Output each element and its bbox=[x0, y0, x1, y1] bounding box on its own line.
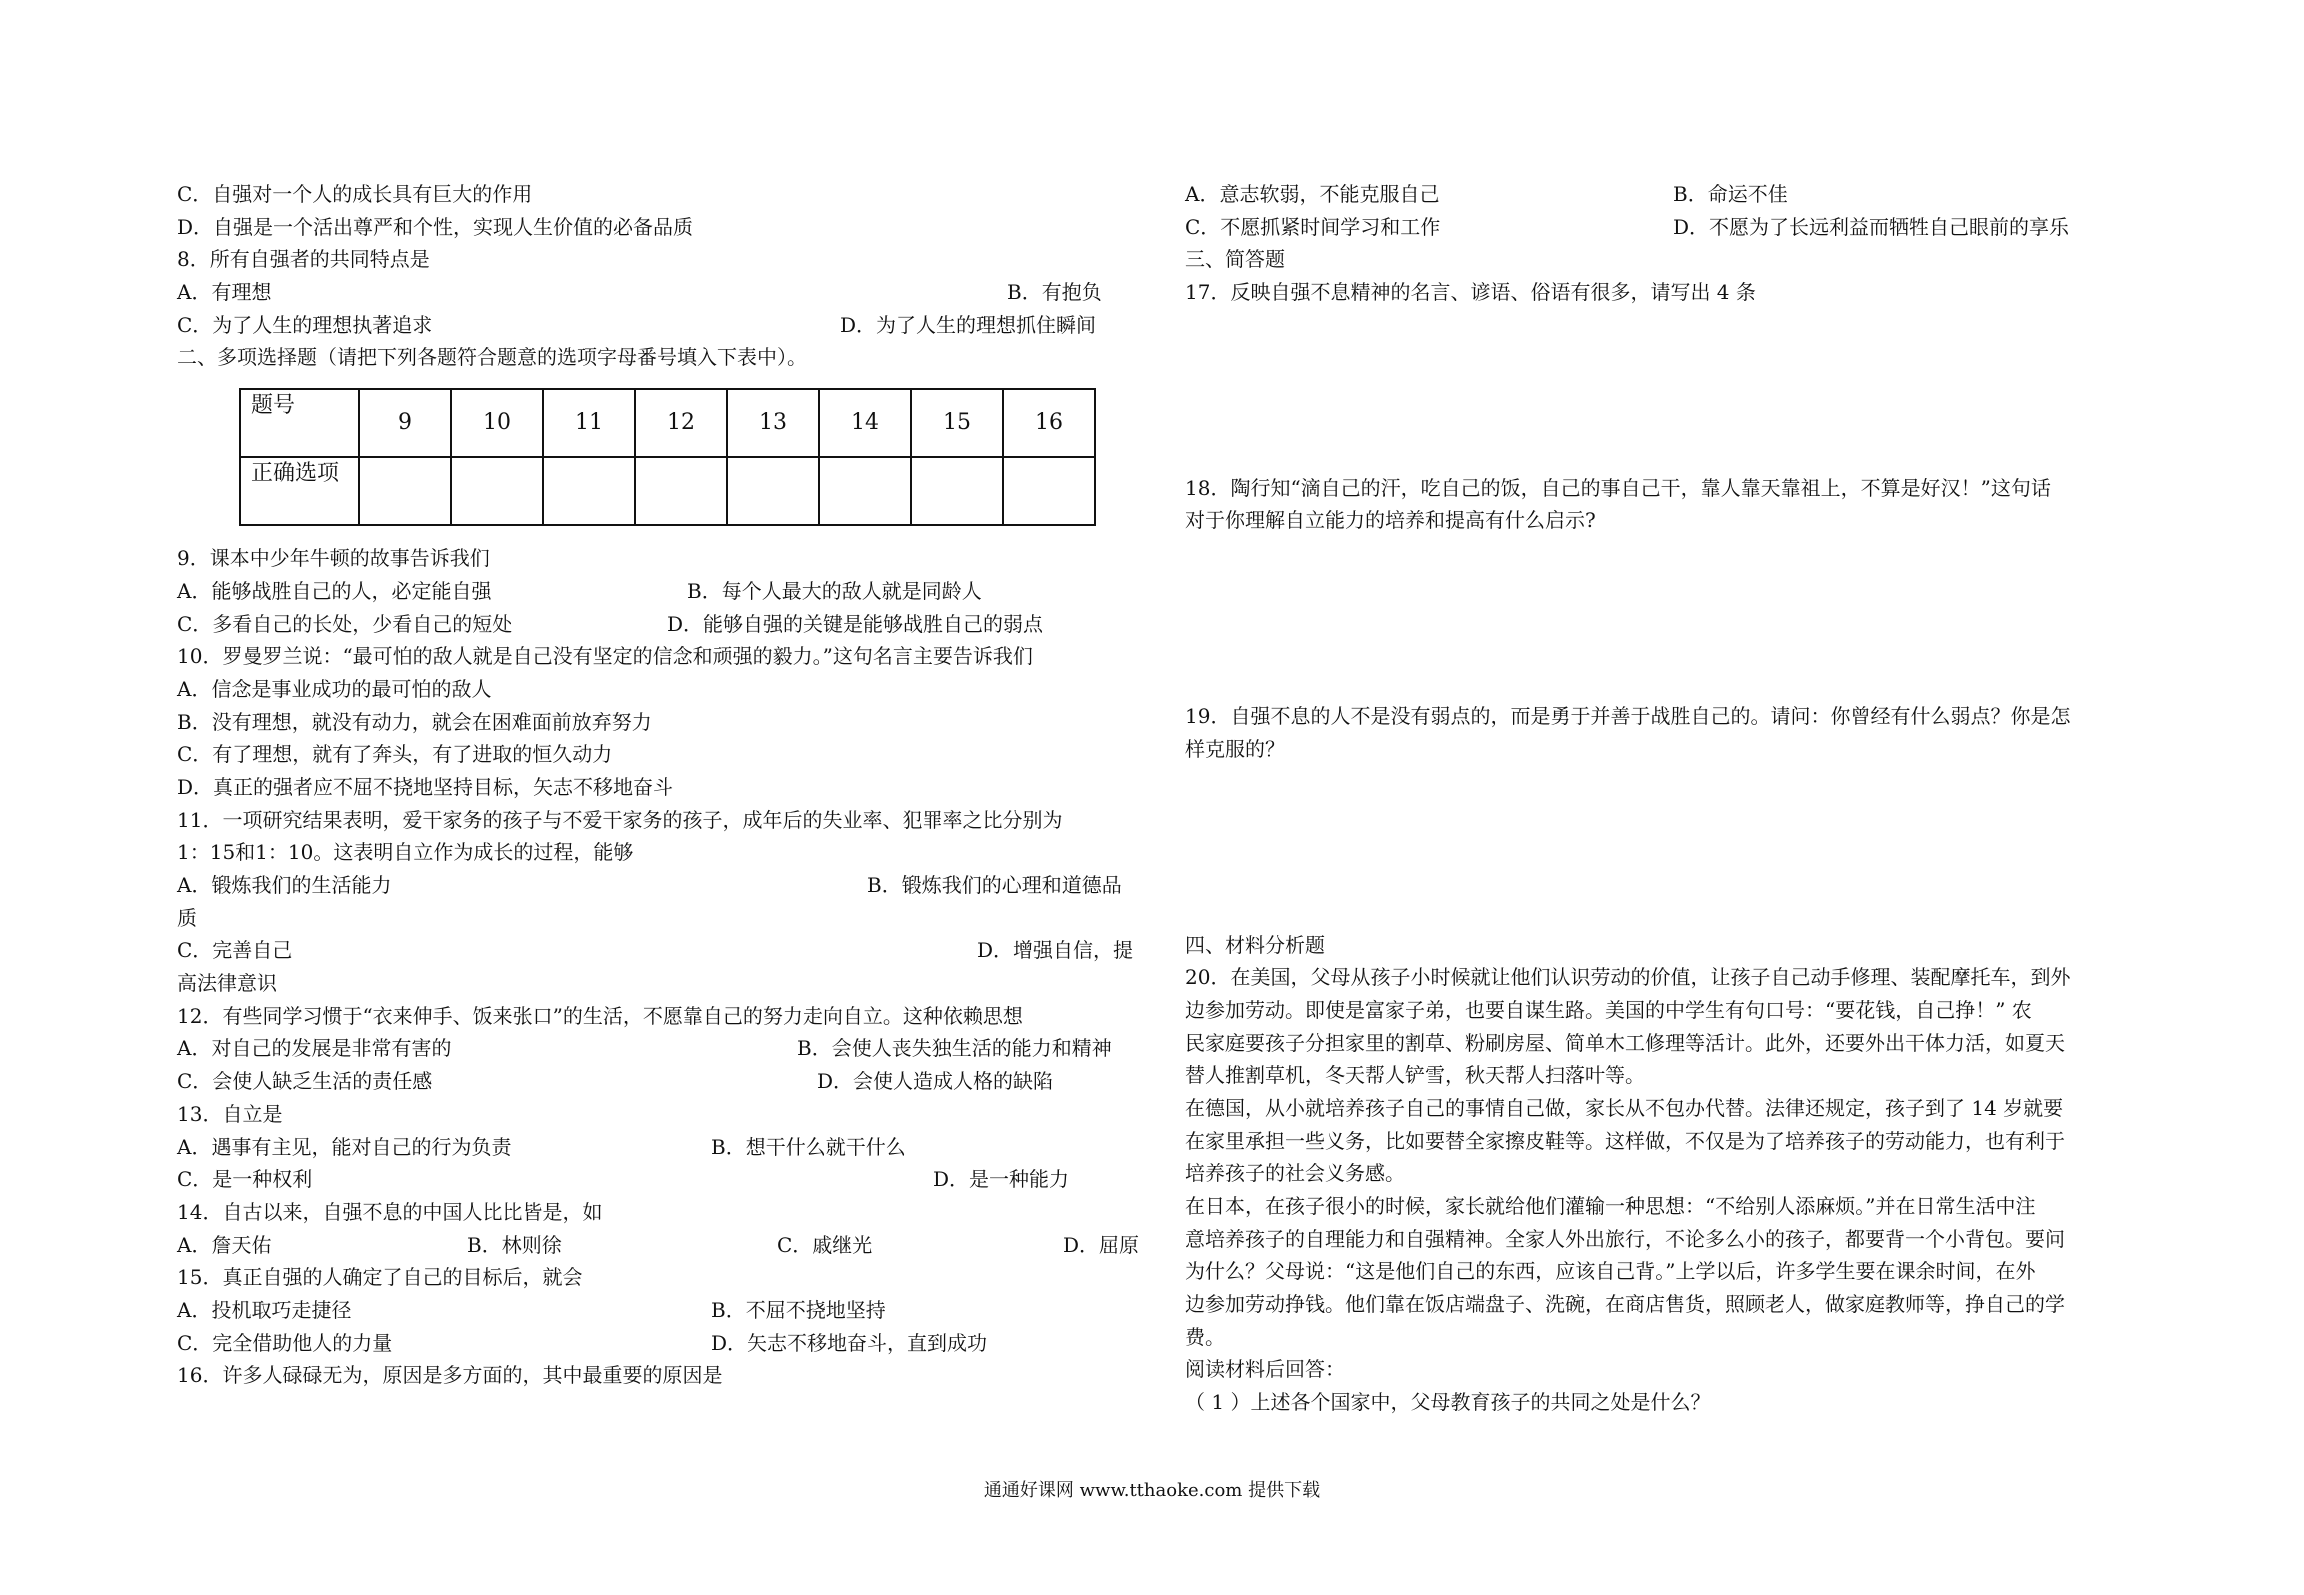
q11-option-c: C．完善自己 bbox=[177, 938, 293, 963]
answer-table bbox=[239, 388, 1096, 526]
q12-stem: 12．有些同学习惯于“衣来伸手、饭来张口”的生活，不愿靠自己的努力走向自立。这种依赖思想 bbox=[177, 1003, 1023, 1028]
q16-option-a: A．意志软弱，不能克服自己 bbox=[1185, 182, 1440, 206]
q8-option-a: A．有理想 bbox=[177, 280, 272, 305]
answer-table-num: 14 bbox=[819, 389, 911, 457]
q12-option-a: A．对自己的发展是非常有害的 bbox=[177, 1036, 452, 1061]
q11-option-d-wrap: 高法律意识 bbox=[177, 971, 277, 996]
q18-answer-space[interactable] bbox=[1185, 537, 2145, 700]
answer-table-num: 10 bbox=[451, 389, 543, 457]
answer-cell[interactable] bbox=[819, 457, 911, 525]
q9-option-b: B．每个人最大的敌人就是同龄人 bbox=[687, 578, 982, 603]
q9-options-cd bbox=[177, 608, 1137, 641]
answer-table-num: 16 bbox=[1003, 389, 1095, 457]
answer-table-num: 11 bbox=[543, 389, 635, 457]
q13-option-d: D．是一种能力 bbox=[933, 1167, 1070, 1192]
q12-option-c: C．会使人缺乏生活的责任感 bbox=[177, 1069, 433, 1094]
answer-table-head-number: 题号 bbox=[240, 389, 359, 457]
q9-stem: 9．课本中少年牛顿的故事告诉我们 bbox=[177, 546, 490, 571]
q12-option-d: D．会使人造成人格的缺陷 bbox=[817, 1069, 1054, 1094]
q20-line: 20．在美国，父母从孩子小时候就让他们认识劳动的价值，让孩子自己动手修理、装配摩托车，到外 bbox=[1185, 965, 2071, 990]
section-4-heading: 四、材料分析题 bbox=[1185, 932, 1325, 957]
answer-table-num: 13 bbox=[727, 389, 819, 457]
q11-option-b-wrap: 质 bbox=[177, 905, 197, 930]
q17-answer-space[interactable] bbox=[1185, 309, 2145, 472]
q8-option-b: B．有抱负 bbox=[1007, 280, 1102, 305]
q11-stem-line2: 1：15和1：10。这表明自立作为成长的过程，能够 bbox=[177, 840, 634, 865]
q10-option-d: D．真正的强者应不屈不挠地坚持目标，矢志不移地奋斗 bbox=[177, 774, 674, 799]
q14-option-c: C．戚继光 bbox=[777, 1232, 873, 1257]
q20-subquestion-1: （ 1 ）上述各个国家中，父母教育孩子的共同之处是什么？ bbox=[1185, 1390, 1711, 1415]
q16-option-b: B．命运不佳 bbox=[1673, 182, 1788, 206]
answer-cell[interactable] bbox=[635, 457, 727, 525]
right-column bbox=[1185, 178, 2145, 1419]
answer-cell[interactable] bbox=[451, 457, 543, 525]
answer-cell[interactable] bbox=[359, 457, 451, 525]
q11-options-ab bbox=[177, 869, 1137, 902]
q13-option-b: B．想干什么就干什么 bbox=[711, 1134, 906, 1159]
answer-table-num: 12 bbox=[635, 389, 727, 457]
q20-line: 民家庭要孩子分担家里的割草、粉刷房屋、简单木工修理等活计。此外，还要外出干体力活，如夏天 bbox=[1185, 1030, 2065, 1055]
q14-option-d: D．屈原 bbox=[1063, 1232, 1140, 1257]
q16-option-c: C．不愿抓紧时间学习和工作 bbox=[1185, 214, 1441, 239]
q20-line: 阅读材料后回答： bbox=[1185, 1357, 1345, 1382]
q8-options-ab bbox=[177, 276, 1137, 309]
answer-table-head-answer: 正确选项 bbox=[240, 457, 359, 525]
q9-option-a: A．能够战胜自己的人，必定能自强 bbox=[177, 578, 492, 603]
q20-material bbox=[1185, 961, 2145, 1419]
section-2-heading: 二、多项选择题（请把下列各题符合题意的选项字母番号填入下表中）。 bbox=[177, 345, 807, 370]
q15-stem: 15．真正自强的人确定了自己的目标后，就会 bbox=[177, 1265, 583, 1290]
q10-stem: 10．罗曼罗兰说：“最可怕的敌人就是自己没有坚定的信念和顽强的毅力。”这句名言主要告诉我们 bbox=[177, 644, 1033, 669]
q9-options-ab bbox=[177, 575, 1137, 608]
q14-options bbox=[177, 1229, 1140, 1262]
q7-option-d: D．自强是一个活出尊严和个性，实现人生价值的必备品质 bbox=[177, 214, 694, 239]
answer-cell[interactable] bbox=[543, 457, 635, 525]
q19-stem-line1: 19．自强不息的人不是没有弱点的，而是勇于并善于战胜自己的。请问：你曾经有什么弱点？你是怎 bbox=[1185, 704, 2071, 729]
q13-options-cd bbox=[177, 1163, 1137, 1196]
q18-stem-line2: 对于你理解自立能力的培养和提高有什么启示? bbox=[1185, 508, 1596, 533]
q20-line: 为什么？父母说：“这是他们自己的东西，应该自己背。”上学以后，许多学生要在课余时间，在外 bbox=[1185, 1259, 2036, 1284]
q11-stem-line1: 11．一项研究结果表明，爱干家务的孩子与不爱干家务的孩子，成年后的失业率、犯罪率之比分别为 bbox=[177, 807, 1063, 832]
q7-option-c: C．自强对一个人的成长具有巨大的作用 bbox=[177, 182, 533, 206]
answer-cell[interactable] bbox=[911, 457, 1003, 525]
q8-option-d: D．为了人生的理想抓住瞬间 bbox=[840, 312, 1097, 337]
answer-table-num: 15 bbox=[911, 389, 1003, 457]
q20-line: 费。 bbox=[1185, 1324, 1225, 1349]
q12-options-cd bbox=[177, 1065, 1137, 1098]
answer-cell[interactable] bbox=[1003, 457, 1095, 525]
q20-line: 在德国，从小就培养孩子自己的事情自己做，家长从不包办代替。法律还规定，孩子到了 14 岁就要 bbox=[1185, 1095, 2064, 1120]
q13-options-ab bbox=[177, 1131, 1137, 1164]
q12-options-ab bbox=[177, 1032, 1137, 1065]
q15-options-cd bbox=[177, 1327, 1137, 1360]
page-footer: 通通好课网 www.tthaoke.com 提供下载 bbox=[983, 1480, 1321, 1501]
q11-option-a: A．锻炼我们的生活能力 bbox=[177, 873, 392, 897]
q20-line: 替人推割草机，冬天帮人铲雪，秋天帮人扫落叶等。 bbox=[1185, 1063, 1645, 1088]
q20-line: 在日本，在孩子很小的时候，家长就给他们灌输一种思想：“不给别人添麻烦。”并在日常生活中注 bbox=[1185, 1194, 2036, 1218]
q15-option-b: B．不屈不挠地坚持 bbox=[711, 1297, 886, 1322]
q11-options-cd bbox=[177, 934, 1137, 967]
answer-table-header-row bbox=[240, 389, 1095, 457]
q14-option-a: A．詹天佑 bbox=[177, 1232, 272, 1257]
q8-options-cd bbox=[177, 309, 1137, 342]
answer-table-answer-row bbox=[240, 457, 1095, 525]
q13-option-c: C．是一种权利 bbox=[177, 1167, 313, 1192]
q9-option-d: D．能够自强的关键是能够战胜自己的弱点 bbox=[667, 611, 1044, 636]
q15-option-c: C．完全借助他人的力量 bbox=[177, 1330, 393, 1355]
q10-option-c: C．有了理想，就有了奔头，有了进取的恒久动力 bbox=[177, 742, 613, 767]
q14-stem: 14．自古以来，自强不息的中国人比比皆是，如 bbox=[177, 1199, 603, 1224]
q8-stem: 8．所有自强者的共同特点是 bbox=[177, 247, 430, 272]
q17-stem: 17．反映自强不息精神的名言、谚语、俗语有很多，请写出 4 条 bbox=[1185, 280, 1756, 305]
left-column bbox=[177, 178, 1140, 1392]
q16-options-ab bbox=[1185, 178, 2145, 211]
q15-option-d: D．矢志不移地奋斗，直到成功 bbox=[711, 1330, 988, 1355]
q20-line: 培养孩子的社会义务感。 bbox=[1185, 1161, 1405, 1186]
q11-option-d: D．增强自信，提 bbox=[977, 938, 1134, 963]
answer-table-num: 9 bbox=[359, 389, 451, 457]
q13-stem: 13．自立是 bbox=[177, 1101, 283, 1126]
q18-stem-line1: 18．陶行知“滴自己的汗，吃自己的饭，自己的事自己干，靠人靠天靠祖上，不算是好汉！”这句话 bbox=[1185, 475, 2051, 500]
q16-stem: 16．许多人碌碌无为，原因是多方面的，其中最重要的原因是 bbox=[177, 1363, 723, 1388]
q20-line: 在家里承担一些义务，比如要替全家擦皮鞋等。这样做，不仅是为了培养孩子的劳动能力，也有利于 bbox=[1185, 1128, 2065, 1153]
q15-options-ab bbox=[177, 1294, 1137, 1327]
q10-option-a: A．信念是事业成功的最可怕的敌人 bbox=[177, 676, 492, 701]
q9-option-c: C．多看自己的长处，少看自己的短处 bbox=[177, 611, 513, 636]
q11-option-b: B．锻炼我们的心理和道德品 bbox=[867, 873, 1122, 897]
q20-line: 边参加劳动。即使是富家子弟，也要自谋生路。美国的中学生有句口号：“要花钱，自己挣！” 农 bbox=[1185, 997, 2032, 1022]
q20-line: 边参加劳动挣钱。他们靠在饭店端盘子、洗碗，在商店售货，照顾老人，做家庭教师等，挣自己的学 bbox=[1185, 1292, 2065, 1317]
q16-options-cd bbox=[1185, 211, 2145, 244]
q20-line: 意培养孩子的自理能力和自强精神。全家人外出旅行，不论多么小的孩子，都要背一个小背包。要问 bbox=[1185, 1226, 2065, 1251]
q12-option-b: B．会使人丧失独生活的能力和精神 bbox=[797, 1036, 1112, 1061]
q13-option-a: A．遇事有主见，能对自己的行为负责 bbox=[177, 1134, 512, 1159]
q8-option-c: C．为了人生的理想执著追求 bbox=[177, 312, 433, 337]
q10-option-b: B．没有理想，就没有动力，就会在困难面前放弃努力 bbox=[177, 709, 652, 734]
q14-option-b: B．林则徐 bbox=[467, 1232, 562, 1257]
q16-option-d: D．不愿为了长远利益而牺牲自己眼前的享乐 bbox=[1673, 214, 2070, 239]
q19-answer-space[interactable] bbox=[1185, 766, 2145, 929]
q19-stem-line2: 样克服的？ bbox=[1185, 736, 1285, 761]
section-3-heading: 三、简答题 bbox=[1185, 247, 1285, 272]
answer-cell[interactable] bbox=[727, 457, 819, 525]
q15-option-a: A．投机取巧走捷径 bbox=[177, 1297, 352, 1322]
